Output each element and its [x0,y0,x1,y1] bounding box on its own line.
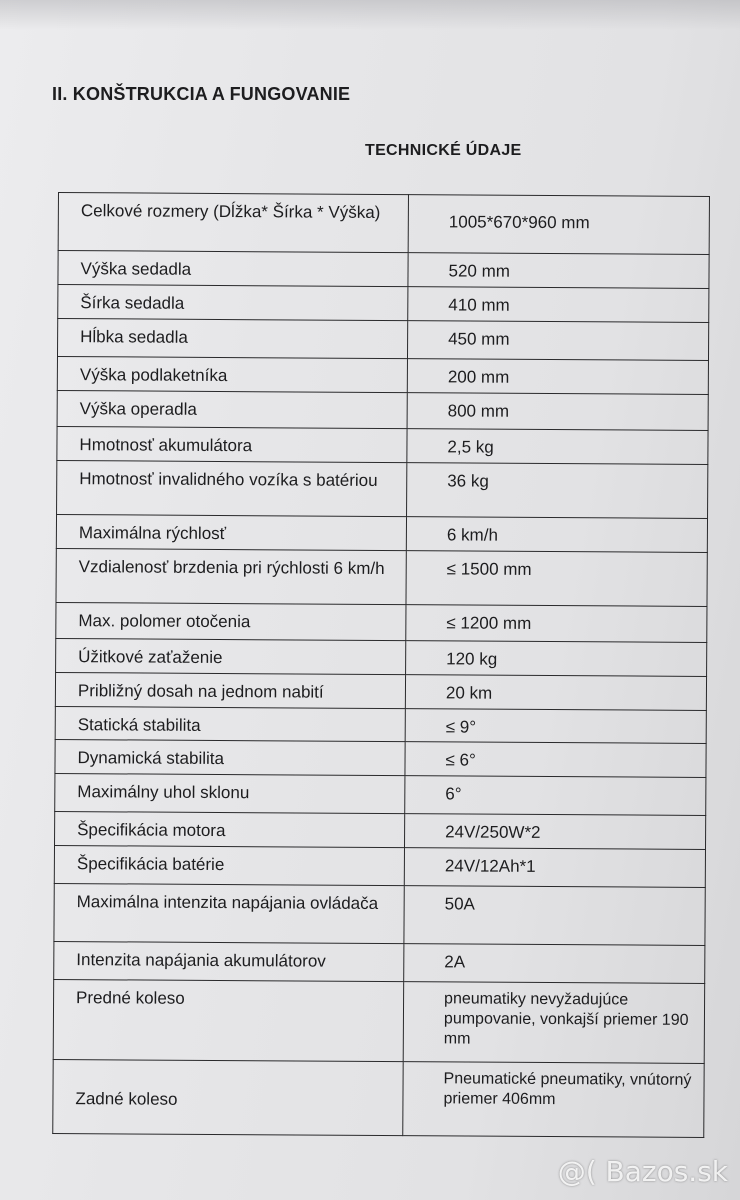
table-row [57,390,708,430]
spec-label: Hmotnosť invalidného vozíka s batériou [57,460,407,516]
spec-value: 24V/250W*2 [405,814,706,850]
table-row [54,845,705,887]
spec-value: 200 mm [407,359,708,395]
spec-label: Intenzita napájania akumulátorov [54,941,404,981]
table-row [56,514,707,552]
table-row [56,602,707,642]
table-row [57,357,708,395]
spec-label: Úžitkové zaťaženie [56,638,406,674]
table-row [53,1059,704,1137]
spec-value: 410 mm [408,287,709,323]
page-shadow [0,0,740,30]
bazos-watermark: @( Bazos.sk [557,1155,728,1188]
spec-value: 450 mm [407,321,708,361]
spec-label: Špecifikácia batérie [54,845,404,885]
spec-label: Šírka sedadla [58,285,408,321]
technical-specs-table [52,192,710,1138]
spec-label: Vzdialenosť brzdenia pri rýchlosti 6 km/h [56,548,406,604]
spec-value: 36 kg [407,463,708,519]
spec-label: Dynamická stabilita [55,739,405,775]
spec-label: Maximálny uhol sklonu [55,773,405,813]
spec-label: Hĺbka sedadla [57,319,407,359]
spec-value: 520 mm [408,253,709,289]
spec-label: Výška sedadla [58,251,408,287]
table-row [57,319,708,361]
spec-value: pneumatiky nevyžadujúce pumpovanie, vonkajší priemer 190 mm [403,982,704,1064]
spec-value: ≤ 6° [405,742,706,778]
table-row [55,773,706,815]
spec-value: 1005*670*960 mm [408,195,709,255]
table-title: TECHNICKÉ ÚDAJE [365,142,522,159]
spec-label: Maximálna rýchlosť [56,514,406,550]
table-row [58,285,709,323]
table-row [58,193,709,255]
spec-value: 6° [405,776,706,816]
spec-value: 50A [404,886,705,946]
spec-label: Výška operadla [57,390,407,428]
table-row [55,706,706,743]
spec-label: Predné koleso [53,979,403,1061]
table-row [54,883,705,945]
table-row [56,548,707,606]
spec-value: 6 km/h [406,517,707,553]
spec-label: Maximálna intenzita napájania ovládača [54,883,404,943]
spec-label: Približný dosah na jednom nabití [55,672,405,708]
spec-value: 24V/12Ah*1 [404,848,705,888]
spec-label: Max. polomer otočenia [56,602,406,640]
section-title: II. KONŠTRUKCIA A FUNGOVANIE [52,84,351,104]
table-row [55,672,706,710]
table-row [53,979,704,1063]
spec-value: 2A [404,944,705,984]
spec-label: Špecifikácia motora [55,811,405,847]
spec-value: 120 kg [406,641,707,677]
spec-label: Celkové rozmery (Dĺžka* Šírka * Výška) [58,193,408,253]
spec-label: Hmotnosť akumulátora [57,426,407,462]
spec-value: Pneumatické pneumatiky, vnútorný priemer 406mm [403,1062,704,1138]
spec-value: 2,5 kg [407,429,708,465]
table-row [57,426,708,464]
table-row [58,251,709,289]
spec-value: ≤ 1200 mm [406,605,707,643]
spec-value: 800 mm [407,393,708,431]
table-row [57,460,708,518]
table-row [56,638,707,676]
table-row [55,811,706,849]
spec-value: ≤ 1500 mm [406,551,707,607]
spec-label: Statická stabilita [55,706,405,741]
spec-value: ≤ 9° [405,709,706,744]
spec-label: Výška podlaketníka [57,357,407,393]
spec-label: Zadné koleso [53,1059,403,1135]
spec-value: 20 km [405,675,706,711]
table-row [54,941,705,983]
table-row [55,739,706,777]
